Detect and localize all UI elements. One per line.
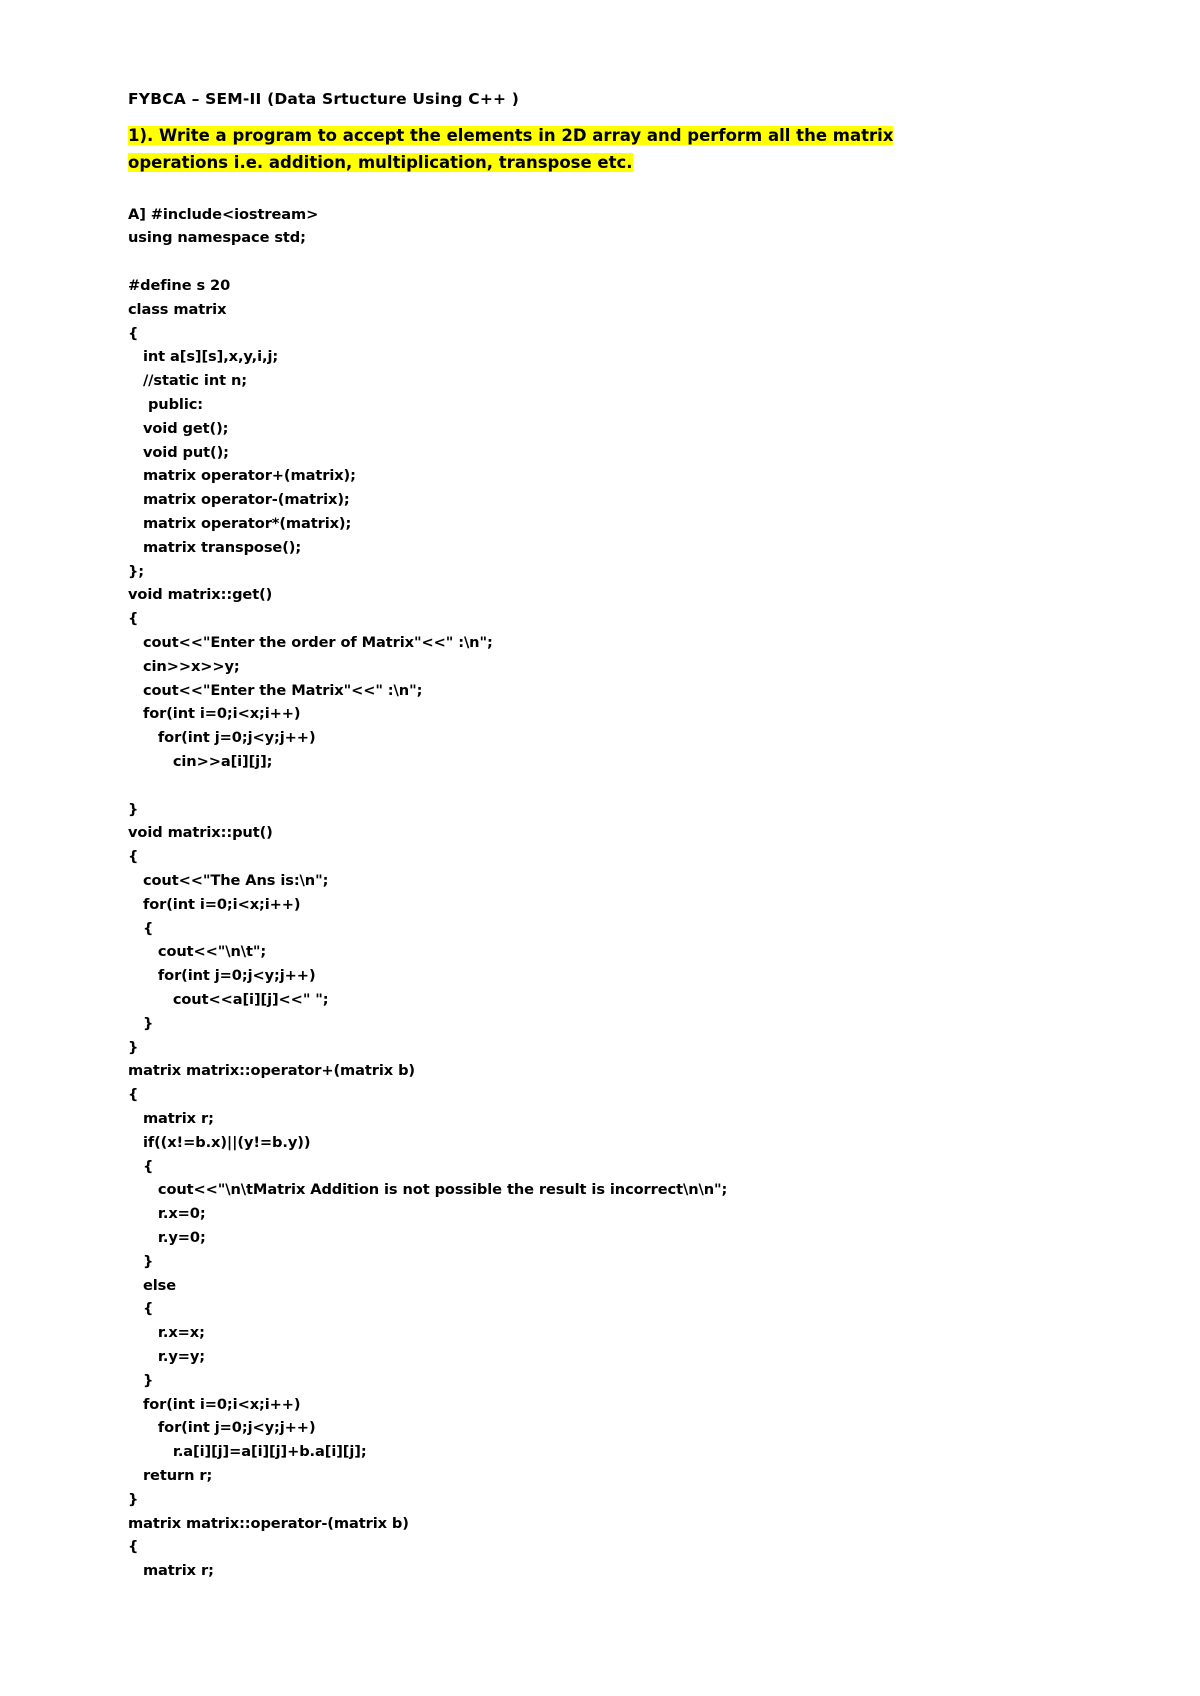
code-line: A] #include<iostream> xyxy=(128,205,319,223)
code-line: r.y=y; xyxy=(128,1347,206,1365)
code-line: { xyxy=(128,610,139,628)
code-line: cout<<a[i][j]<<" "; xyxy=(128,990,329,1008)
code-line: matrix operator-(matrix); xyxy=(128,491,350,509)
page-title: FYBCA – SEM-II (Data Srtucture Using C++ ) xyxy=(128,90,520,108)
code-line: cin>>a[i][j]; xyxy=(128,753,273,771)
code-line: for(int i=0;i<x;i++) xyxy=(128,895,301,913)
code-line: { xyxy=(128,324,139,342)
code-line: //static int n; xyxy=(128,372,248,390)
code-line: void put(); xyxy=(128,443,229,461)
code-block xyxy=(128,203,1072,1583)
code-line: r.x=x; xyxy=(128,1324,205,1342)
code-line: return r; xyxy=(128,1466,213,1484)
code-line: { xyxy=(128,1300,154,1318)
code-line xyxy=(128,774,1072,798)
code-line: } xyxy=(128,1371,154,1389)
code-line: public: xyxy=(128,396,204,414)
code-line: cout<<"Enter the Matrix"<<" :\n"; xyxy=(128,681,423,699)
code-line: }; xyxy=(128,562,145,580)
code-line: for(int j=0;j<y;j++) xyxy=(128,1419,316,1437)
code-line: matrix operator*(matrix); xyxy=(128,515,352,533)
code-line: } xyxy=(128,1490,139,1508)
code-line: for(int j=0;j<y;j++) xyxy=(128,729,316,747)
code-line: using namespace std; xyxy=(128,229,306,247)
code-line: else xyxy=(128,1276,177,1294)
code-line: int a[s][s],x,y,i,j; xyxy=(128,348,279,366)
code-line: for(int i=0;i<x;i++) xyxy=(128,705,301,723)
code-line: { xyxy=(128,1086,139,1104)
question-text: 1). Write a program to accept the elements in 2D array and perform all the matrix operations i.e. addition, multiplication, transpose etc. xyxy=(128,126,894,172)
code-line: matrix matrix::operator-(matrix b) xyxy=(128,1514,409,1532)
code-line: void matrix::get() xyxy=(128,586,273,604)
code-line: void get(); xyxy=(128,419,229,437)
code-line: } xyxy=(128,1014,154,1032)
code-line: } xyxy=(128,1038,139,1056)
code-line: r.a[i][j]=a[i][j]+b.a[i][j]; xyxy=(128,1443,367,1461)
code-line: cout<<"Enter the order of Matrix"<<" :\n"; xyxy=(128,634,493,652)
code-line: matrix r; xyxy=(128,1109,214,1127)
code-line: { xyxy=(128,1538,139,1556)
code-line: cout<<"\n\tMatrix Addition is not possible the result is incorrect\n\n"; xyxy=(128,1181,728,1199)
code-line: matrix operator+(matrix); xyxy=(128,467,356,485)
code-line: matrix transpose(); xyxy=(128,538,302,556)
code-line: matrix r; xyxy=(128,1562,214,1580)
code-line: cout<<"The Ans is:\n"; xyxy=(128,872,329,889)
code-line: #define s 20 xyxy=(128,277,231,295)
code-line: if((x!=b.x)||(y!=b.y)) xyxy=(128,1133,311,1151)
code-line: cin>>x>>y; xyxy=(128,657,240,675)
code-line: for(int j=0;j<y;j++) xyxy=(128,967,316,985)
code-line: for(int i=0;i<x;i++) xyxy=(128,1395,301,1413)
code-line: class matrix xyxy=(128,300,227,318)
code-line xyxy=(128,250,1072,274)
question-heading xyxy=(128,123,968,176)
code-line: } xyxy=(128,1252,154,1270)
code-line: void matrix::put() xyxy=(128,824,273,842)
code-line: } xyxy=(128,800,139,818)
code-line: cout<<"\n\t"; xyxy=(128,943,267,961)
code-line: { xyxy=(128,1157,154,1175)
code-line: r.x=0; xyxy=(128,1205,206,1223)
code-line: matrix matrix::operator+(matrix b) xyxy=(128,1062,415,1080)
code-line: { xyxy=(128,919,154,937)
code-line: r.y=0; xyxy=(128,1228,206,1246)
code-line: { xyxy=(128,848,139,866)
